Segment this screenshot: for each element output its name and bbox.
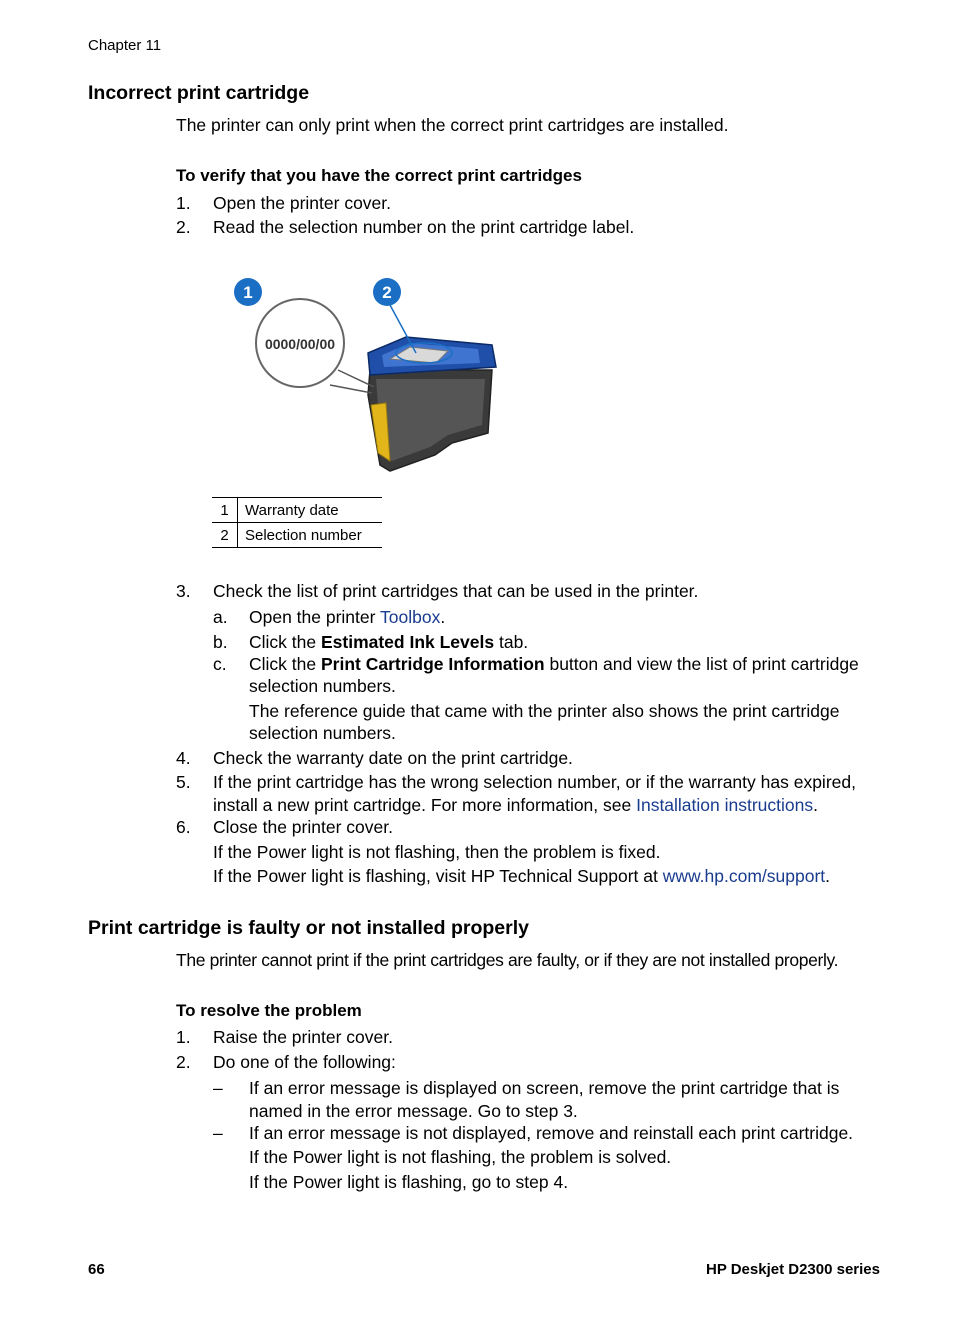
bullet-text: If an error message is displayed on screen, remove the print cartridge that is bbox=[249, 1078, 840, 1098]
table-row bbox=[212, 523, 382, 548]
note-text: The reference guide that came with the printer also shows the print cartridge bbox=[249, 701, 840, 721]
step-number: 3. bbox=[176, 581, 191, 601]
note-text: selection numbers. bbox=[249, 723, 396, 743]
substep-text: tab. bbox=[494, 632, 529, 652]
section-intro: The printer cannot print if the print cartridges are faulty, or if they are not installed properly. bbox=[176, 950, 839, 970]
chapter-header: Chapter 11 bbox=[88, 37, 162, 54]
step-text: install a new print cartridge. For more information, see bbox=[213, 795, 637, 815]
figure-legend-table bbox=[212, 497, 382, 548]
step-text: Close the printer cover. bbox=[213, 817, 393, 837]
step-text: Do one of the following: bbox=[213, 1052, 396, 1072]
bullet-text: named in the error message. Go to step 3. bbox=[249, 1101, 578, 1121]
step-number: 5. bbox=[176, 772, 191, 792]
note-text: If the Power light is not flashing, then the problem is fixed. bbox=[213, 842, 661, 862]
substep-text: Open the printer bbox=[249, 607, 381, 627]
note-text: If the Power light is not flashing, the problem is solved. bbox=[249, 1147, 672, 1167]
page-number: 66 bbox=[88, 1261, 105, 1278]
print-cartridge-illustration bbox=[230, 275, 502, 475]
table-row bbox=[212, 498, 382, 523]
legend-number: 1 bbox=[212, 498, 238, 523]
step-number: 1. bbox=[176, 193, 191, 213]
step-text: If the print cartridge has the wrong selection number, or if the warranty has expired, bbox=[213, 772, 856, 792]
ui-term: Print Cartridge Information bbox=[320, 654, 545, 674]
bullet-text: If an error message is not displayed, remove and reinstall each print cartridge. bbox=[249, 1123, 854, 1143]
procedure-title: To resolve the problem bbox=[176, 1001, 362, 1020]
section-title-faulty-cartridge: Print cartridge is faulty or not installed properly bbox=[88, 917, 529, 939]
substep-text: selection numbers. bbox=[249, 676, 396, 696]
note-text bbox=[213, 865, 830, 887]
procedure-title: To verify that you have the correct print cartridges bbox=[176, 166, 582, 185]
substep-text: Click the bbox=[249, 654, 321, 674]
punctuation: . bbox=[825, 866, 831, 886]
installation-instructions-link[interactable]: Installation instructions bbox=[636, 795, 814, 815]
callout-1: 1 bbox=[243, 283, 253, 302]
warranty-date-label: 0000/00/00 bbox=[264, 336, 336, 352]
product-name: HP Deskjet D2300 series bbox=[705, 1261, 880, 1278]
section-title-incorrect-cartridge: Incorrect print cartridge bbox=[88, 82, 310, 104]
legend-number: 2 bbox=[212, 523, 238, 548]
substep-text: button and view the list of print cartridge bbox=[544, 654, 859, 674]
substep-letter: b. bbox=[213, 632, 228, 652]
step-text: Open the printer cover. bbox=[213, 193, 392, 213]
step-text-continued bbox=[213, 794, 818, 816]
step-number: 4. bbox=[176, 748, 191, 768]
step-number: 2. bbox=[176, 217, 191, 237]
legend-label: Selection number bbox=[238, 523, 383, 548]
dash-bullet: – bbox=[213, 1078, 223, 1098]
step-number: 6. bbox=[176, 817, 191, 837]
step-text: Read the selection number on the print cartridge label. bbox=[213, 217, 635, 237]
note-text: If the Power light is flashing, go to step 4. bbox=[249, 1172, 569, 1192]
step-text: Raise the printer cover. bbox=[213, 1027, 393, 1047]
substep-letter: a. bbox=[213, 607, 228, 627]
dash-bullet: – bbox=[213, 1123, 223, 1143]
substep-text: Click the bbox=[249, 632, 321, 652]
punctuation: . bbox=[440, 607, 446, 627]
ui-term: Estimated Ink Levels bbox=[320, 632, 495, 652]
cartridge-figure bbox=[230, 275, 502, 475]
hp-support-link[interactable]: www.hp.com/support bbox=[662, 866, 826, 886]
substep-letter: c. bbox=[213, 654, 227, 674]
step-number: 1. bbox=[176, 1027, 191, 1047]
section-intro: The printer can only print when the correct print cartridges are installed. bbox=[176, 115, 729, 135]
step-text: Check the warranty date on the print cartridge. bbox=[213, 748, 573, 768]
legend-label: Warranty date bbox=[238, 498, 383, 523]
step-number: 2. bbox=[176, 1052, 191, 1072]
step-text: Check the list of print cartridges that can be used in the printer. bbox=[213, 581, 699, 601]
punctuation: . bbox=[813, 795, 819, 815]
toolbox-link[interactable]: Toolbox bbox=[380, 607, 441, 627]
note-text: If the Power light is flashing, visit HP Technical Support at bbox=[213, 866, 663, 886]
callout-2: 2 bbox=[382, 283, 392, 302]
